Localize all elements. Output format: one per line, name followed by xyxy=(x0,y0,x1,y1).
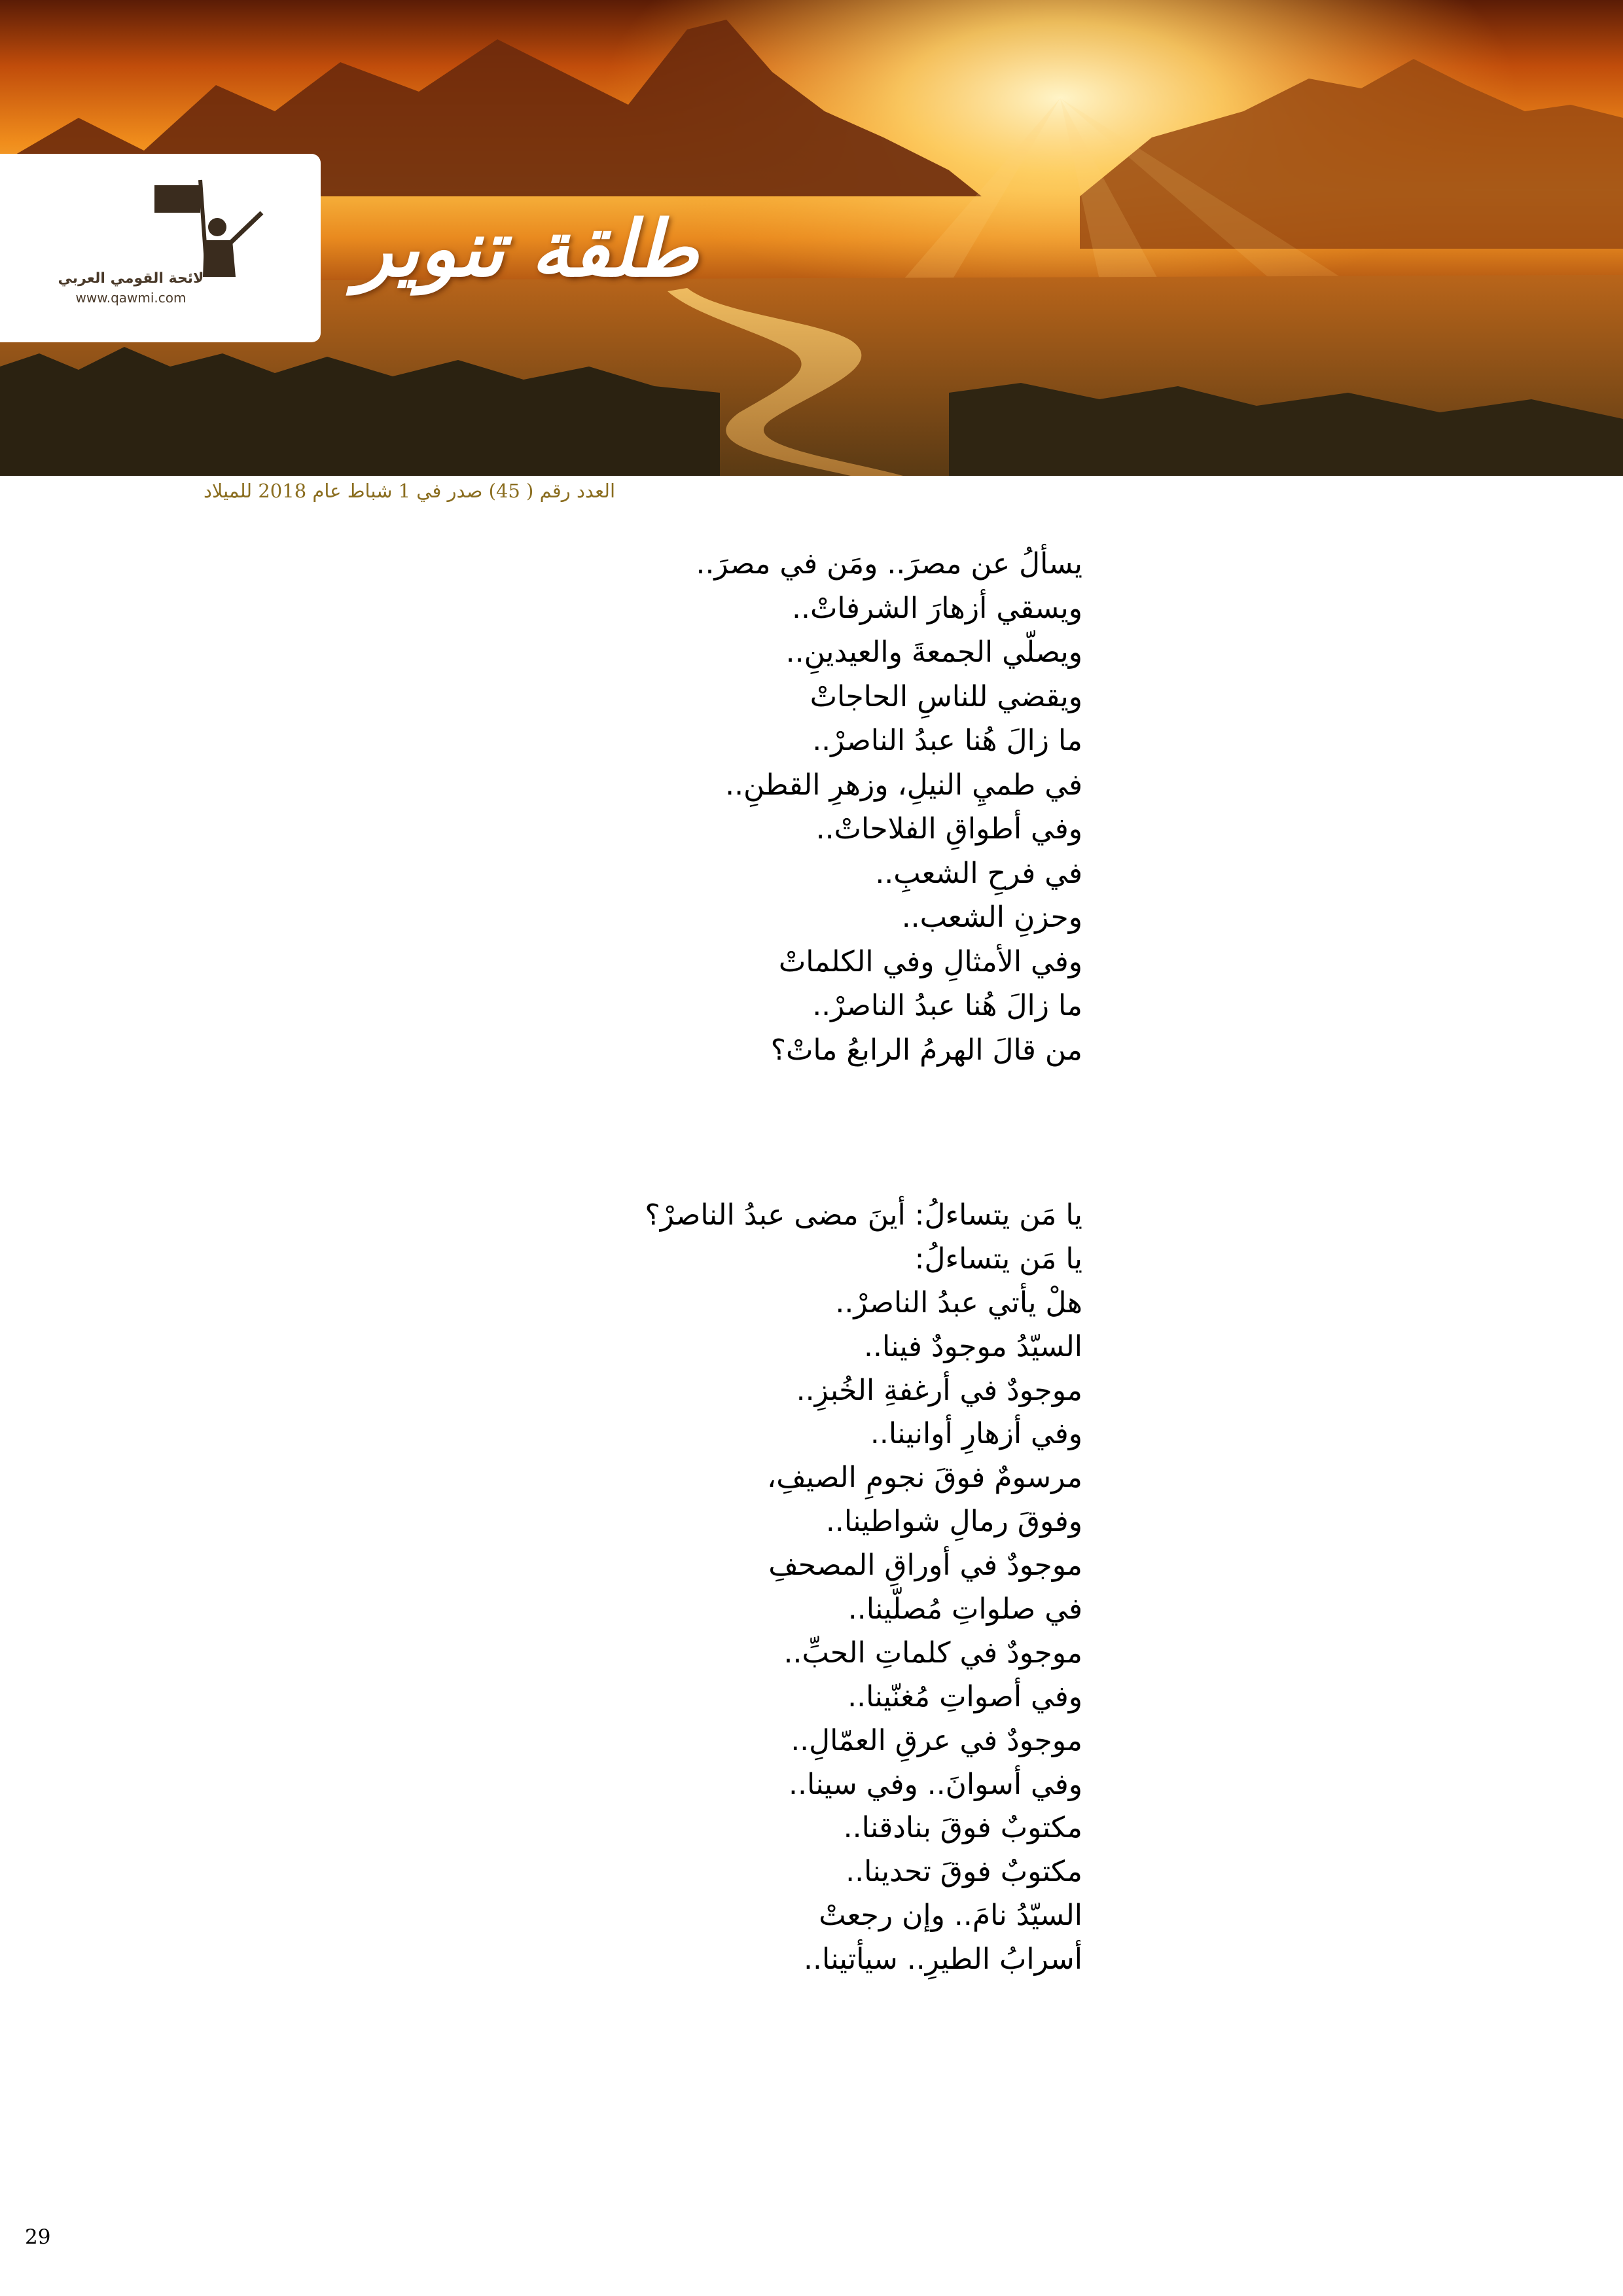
poem-line: موجودٌ في أوراقِ المصحفِ xyxy=(768,1549,1082,1583)
poem-line: وفي أزهارِ أوانينا.. xyxy=(870,1417,1082,1451)
poem-line: مكتوبٌ فوقَ تحدينا.. xyxy=(846,1855,1082,1889)
poem-line: وحزنِ الشعب.. xyxy=(901,901,1082,934)
poem-line: ويصلّي الجمعةَ والعيدينِ.. xyxy=(785,636,1082,669)
logo-url: www.qawmi.com xyxy=(75,290,187,306)
logo-name: لائحة القومي العربي xyxy=(58,270,204,287)
poem-line: وفي أطواقِ الفلاحاتْ.. xyxy=(815,812,1082,846)
poem-line: ما زالَ هُنا عبدُ الناصرْ.. xyxy=(812,724,1082,757)
poem-line: في صلواتِ مُصلّينا.. xyxy=(847,1592,1082,1626)
flag-raising-figure-icon xyxy=(144,167,275,278)
masthead-title: طلقة تنوير xyxy=(355,203,699,294)
poem-line: هلْ يأتي عبدُ الناصرْ.. xyxy=(835,1285,1082,1319)
issue-line: العدد رقم ( 45) صدر في 1 شباط عام 2018 للميلاد xyxy=(203,480,615,502)
poem-line: موجودٌ في كلماتِ الحبِّ.. xyxy=(783,1636,1082,1670)
poem-line: ما زالَ هُنا عبدُ الناصرْ.. xyxy=(812,989,1082,1022)
poem-line: وفي أصواتِ مُغنّينا.. xyxy=(847,1679,1082,1713)
page-number: 29 xyxy=(25,2225,51,2249)
logo-box xyxy=(0,154,321,342)
poem-line: وفي الأمثالِ وفي الكلماتْ xyxy=(778,944,1082,978)
header-banner xyxy=(0,0,1623,476)
poem-line: وفي أسوانَ.. وفي سينا.. xyxy=(788,1767,1082,1801)
poem-line: وفوقَ رمالِ شواطينا.. xyxy=(825,1505,1082,1539)
poem-stanza-1 xyxy=(428,542,1082,1072)
poem-line: يسألُ عن مصرَ.. ومَن في مصرَ.. xyxy=(696,547,1082,581)
poem-line: موجودٌ في عرقِ العمّالِ.. xyxy=(791,1723,1082,1757)
poem-line: في طميِ النيلِ، وزهرِ القطنِ.. xyxy=(725,768,1082,802)
poem-line: أسرابُ الطيرِ.. سيأتينا.. xyxy=(804,1943,1082,1977)
poem-stanza-2 xyxy=(428,1194,1082,1982)
poem-line: ويسقي أزهارَ الشرفاتْ.. xyxy=(792,591,1082,625)
poem-line: مكتوبٌ فوقَ بنادقنا.. xyxy=(843,1811,1082,1845)
poem-line: مرسومٌ فوقَ نجومِ الصيفِ، xyxy=(767,1461,1082,1495)
poem-line: السيّدُ موجودٌ فينا.. xyxy=(863,1329,1082,1363)
poem-line: في فرحِ الشعبِ.. xyxy=(875,856,1082,890)
poem-line: يا مَن يتساءلُ: xyxy=(914,1242,1082,1276)
poem-line: موجودٌ في أرغفةِ الخُبزِ.. xyxy=(796,1373,1082,1407)
poem-line: من قالَ الهرمُ الرابعُ ماتْ؟ xyxy=(770,1033,1082,1067)
poem-line: السيّدُ نامَ.. وإن رجعتْ xyxy=(819,1899,1082,1933)
poem-line: يا مَن يتساءلُ: أينَ مضى عبدُ الناصرْ؟ xyxy=(645,1198,1082,1232)
poem-line: ويقضي للناسِ الحاجاتْ xyxy=(810,679,1082,713)
